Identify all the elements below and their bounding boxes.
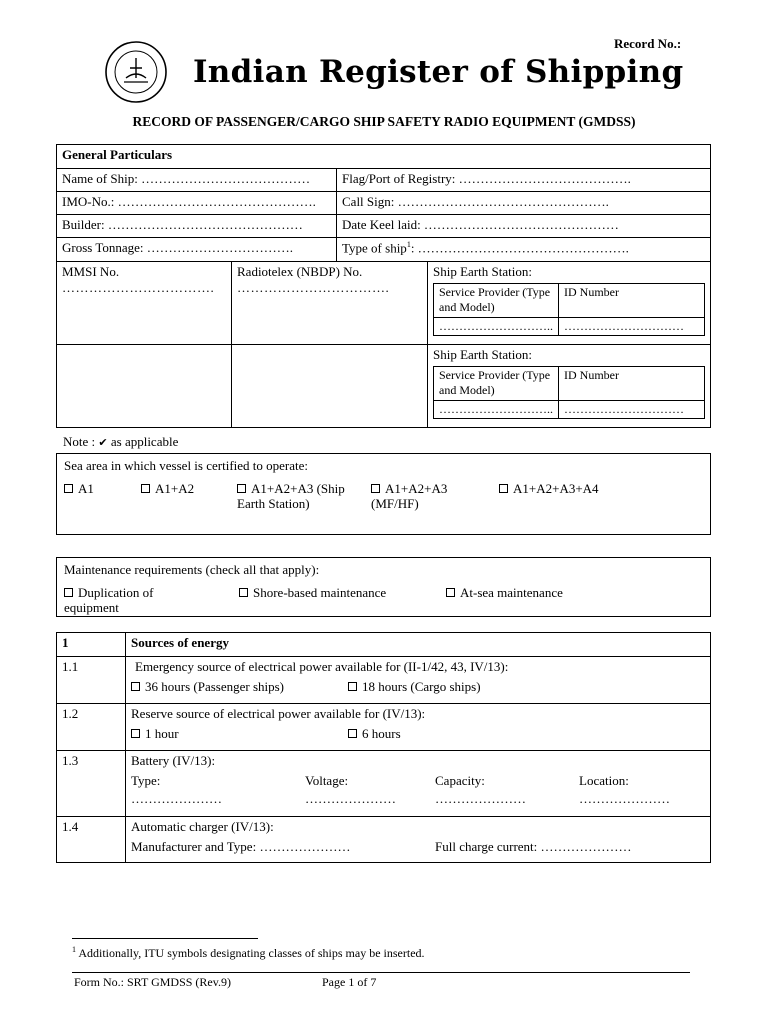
note-prefix: Note : (63, 434, 96, 449)
battery-capacity-label: Capacity: (435, 773, 485, 788)
checkbox-icon[interactable] (131, 729, 140, 738)
ses-id-label: ID Number (559, 284, 705, 318)
checkbox-icon[interactable] (499, 484, 508, 493)
page-number: Page 1 of 7 (322, 975, 377, 989)
note (63, 434, 178, 450)
option-18-hours[interactable]: 18 hours (Cargo ships) (348, 679, 481, 695)
footnote-ref: 1 (406, 240, 411, 249)
sea-area-option-a1-a3-ses[interactable]: A1+A2+A3 (Ship Earth Station) (237, 481, 345, 511)
battery-type-label: Type: (131, 773, 161, 788)
name-of-ship-field[interactable]: Name of Ship: ………………………………… (57, 169, 337, 192)
checkbox-icon[interactable] (371, 484, 380, 493)
option-1-hour[interactable]: 1 hour (131, 726, 179, 742)
row-number: 1.3 (57, 751, 126, 817)
gross-tonnage-field[interactable]: Gross Tonnage: ……………………………. (57, 238, 337, 262)
ses-id-input[interactable]: ………………………… (559, 318, 705, 336)
battery-capacity-input[interactable]: ………………… (435, 791, 526, 806)
ses-provider-label: Service Provider (Type and Model) (434, 284, 559, 318)
footer-divider (72, 972, 690, 973)
footnote-divider (72, 938, 258, 939)
ses-id-label: ID Number (559, 367, 705, 401)
checkbox-icon[interactable] (239, 588, 248, 597)
maintenance-option-at-sea[interactable]: At-sea maintenance (446, 585, 563, 601)
form-number: Form No.: SRT GMDSS (Rev.9) (74, 975, 231, 989)
sources-of-energy-section (56, 632, 711, 863)
radiotelex-label: Radiotelex (NBDP) No. (237, 264, 363, 279)
checkmark-icon: ✔ (98, 436, 108, 449)
footnote (72, 945, 425, 961)
reserve-power-row (126, 704, 711, 751)
ses-provider-label: Service Provider (Type and Model) (434, 367, 559, 401)
section-number: 1 (57, 633, 126, 657)
row-number: 1.1 (57, 657, 126, 704)
radiotelex-field[interactable] (232, 262, 428, 345)
charger-manufacturer-field[interactable]: Manufacturer and Type: ………………… (131, 839, 351, 854)
charger-current-field[interactable]: Full charge current: ………………… (435, 839, 632, 854)
mmsi-dots: ……………………………. (62, 280, 215, 295)
row-number: 1.4 (57, 817, 126, 863)
sea-area-heading: Sea area in which vessel is certified to operate: (64, 458, 309, 473)
checkbox-icon[interactable] (446, 588, 455, 597)
battery-text: Battery (IV/13): (131, 753, 216, 768)
footnote-number: 1 (72, 945, 76, 954)
battery-location-label: Location: (579, 773, 629, 788)
checkbox-icon[interactable] (141, 484, 150, 493)
maintenance-heading: Maintenance requirements (check all that apply): (64, 562, 320, 577)
seal-logo-icon (104, 40, 168, 104)
ses-label: Ship Earth Station: (433, 264, 532, 279)
builder-field[interactable]: Builder: ……………………………………… (57, 215, 337, 238)
form-title: RECORD OF PASSENGER/CARGO SHIP SAFETY RADIO EQUIPMENT (GMDSS) (132, 114, 636, 129)
battery-voltage-input[interactable]: ………………… (305, 791, 396, 806)
emergency-power-row (126, 657, 711, 704)
ses-provider-input[interactable]: ……………………….. (434, 318, 559, 336)
sea-area-option-a1-a2[interactable]: A1+A2 (141, 481, 194, 497)
radiotelex-field-2[interactable] (232, 345, 428, 428)
radiotelex-dots: ……………………………. (237, 280, 390, 295)
section-heading: Sources of energy (126, 633, 711, 657)
battery-row (126, 751, 711, 817)
mmsi-field-2[interactable] (57, 345, 232, 428)
checkbox-icon[interactable] (348, 729, 357, 738)
maintenance-section (56, 557, 711, 617)
emergency-power-text: Emergency source of electrical power available for (II-1/42, 43, IV/13): (135, 659, 509, 674)
type-of-ship-field[interactable] (337, 238, 711, 262)
option-36-hours[interactable]: 36 hours (Passenger ships) (131, 679, 284, 695)
battery-type-input[interactable]: ………………… (131, 791, 222, 806)
charger-text: Automatic charger (IV/13): (131, 819, 274, 834)
sea-area-option-a1-a4[interactable]: A1+A2+A3+A4 (499, 481, 599, 497)
battery-location-input[interactable]: ………………… (579, 791, 670, 806)
general-particulars-heading: General Particulars (57, 145, 711, 169)
checkbox-icon[interactable] (348, 682, 357, 691)
type-of-ship-label: Type of ship (342, 240, 407, 256)
record-no-label: Record No.: (614, 36, 682, 51)
sea-area-option-a1-a3-mfhf[interactable]: A1+A2+A3 (MF/HF) (371, 481, 448, 511)
reserve-power-text: Reserve source of electrical power available for (IV/13): (131, 706, 426, 721)
ses-provider-input[interactable]: ……………………….. (434, 401, 559, 419)
charger-row (126, 817, 711, 863)
maintenance-option-duplication[interactable]: Duplication of equipment (64, 585, 154, 615)
type-of-ship-dots: : …………………………………………. (410, 240, 629, 256)
sea-area-section (56, 453, 711, 535)
mmsi-label: MMSI No. (62, 264, 120, 279)
ses-label: Ship Earth Station: (433, 347, 532, 362)
mmsi-field[interactable] (57, 262, 232, 345)
checkbox-icon[interactable] (131, 682, 140, 691)
date-keel-field[interactable]: Date Keel laid: ……………………………………… (337, 215, 711, 238)
option-6-hours[interactable]: 6 hours (348, 726, 401, 742)
footnote-text: Additionally, ITU symbols designating classes of ships may be inserted. (78, 946, 425, 960)
battery-voltage-label: Voltage: (305, 773, 349, 788)
ses-id-input[interactable]: ………………………… (559, 401, 705, 419)
ship-earth-station-1 (428, 262, 711, 345)
flag-port-field[interactable]: Flag/Port of Registry: …………………………………. (337, 169, 711, 192)
maintenance-option-shore[interactable]: Shore-based maintenance (239, 585, 386, 601)
ship-earth-station-2 (428, 345, 711, 428)
checkbox-icon[interactable] (64, 588, 73, 597)
call-sign-field[interactable]: Call Sign: …………………………………………. (337, 192, 711, 215)
sea-area-option-a1[interactable]: A1 (64, 481, 94, 497)
note-text: as applicable (110, 434, 179, 449)
general-particulars-section (56, 144, 711, 428)
checkbox-icon[interactable] (64, 484, 73, 493)
organization-name: Indian Register of Shipping (193, 54, 684, 90)
checkbox-icon[interactable] (237, 484, 246, 493)
row-number: 1.2 (57, 704, 126, 751)
imo-no-field[interactable]: IMO-No.: ………………………………………. (57, 192, 337, 215)
